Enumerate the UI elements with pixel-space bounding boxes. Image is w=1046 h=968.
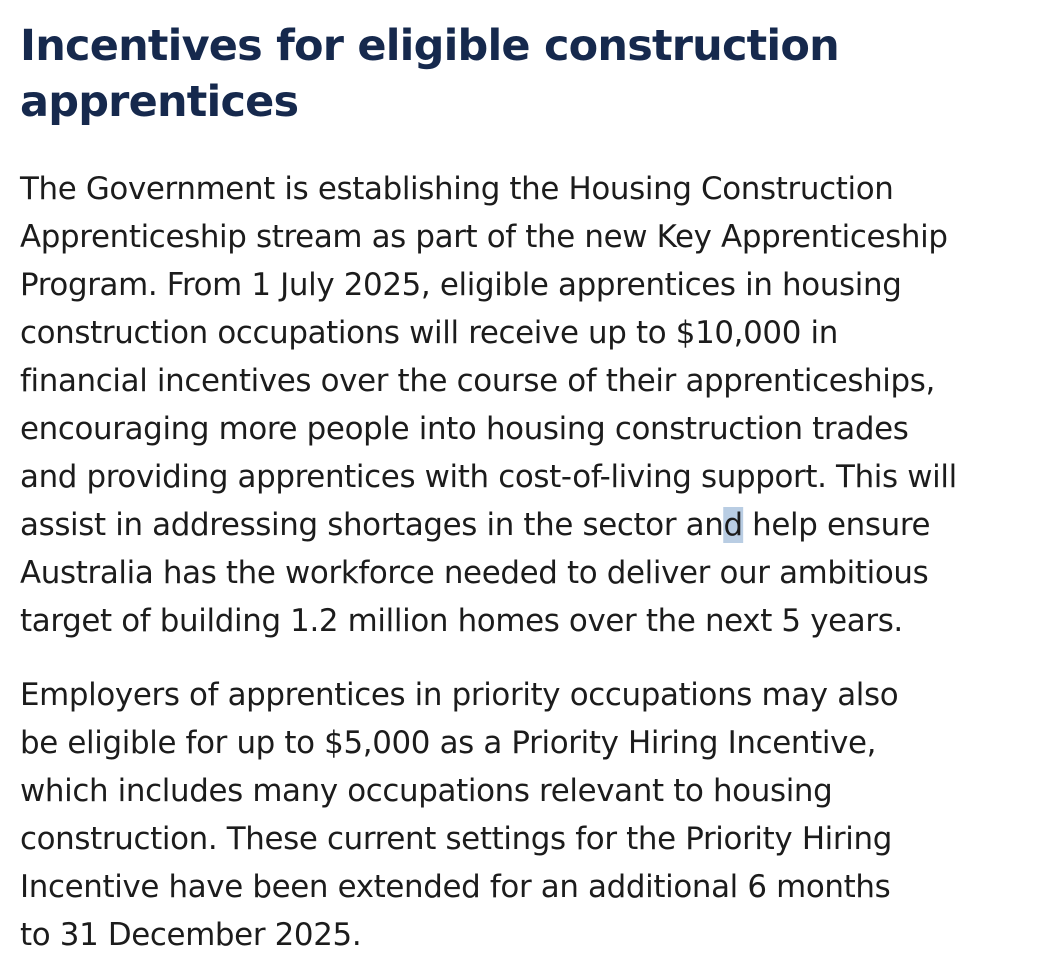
paragraph-line: target of building 1.2 million homes over the next 5 years.	[20, 603, 903, 639]
paragraph-line: Employers of apprentices in priority occupations may also	[20, 677, 899, 713]
paragraph-line: Australia has the workforce needed to deliver our ambitious	[20, 555, 929, 591]
paragraph-line: Program. From 1 July 2025, eligible apprentices in housing	[20, 267, 902, 303]
paragraph-line: construction occupations will receive up to $10,000 in	[20, 315, 838, 351]
paragraph-line: and providing apprentices with cost-of-living support. This will	[20, 459, 957, 495]
paragraph-line	[20, 501, 1036, 549]
paragraph-line: financial incentives over the course of their apprenticeships,	[20, 363, 936, 399]
paragraph-line: The Government is establishing the Housing Construction	[20, 171, 894, 207]
text-segment: help ensure	[742, 507, 931, 543]
text-segment: assist in addressing shortages in the sector an	[20, 507, 724, 543]
paragraph-line: encouraging more people into housing construction trades	[20, 411, 909, 447]
paragraph-line: Incentive have been extended for an additional 6 months	[20, 869, 891, 905]
text-selection-highlight[interactable]: d	[723, 507, 743, 543]
article	[20, 18, 1040, 959]
page-title: Incentives for eligible construction apprentices	[20, 21, 839, 127]
paragraph-line: Apprenticeship stream as part of the new Key Apprenticeship	[20, 219, 948, 255]
paragraph-line: which includes many occupations relevant to housing	[20, 773, 833, 809]
paragraph-priority-hiring-incentive	[20, 671, 1040, 959]
paragraph-line: to 31 December 2025.	[20, 917, 362, 953]
paragraph-line: construction. These current settings for the Priority Hiring	[20, 821, 892, 857]
paragraph-line: be eligible for up to $5,000 as a Priority Hiring Incentive,	[20, 725, 877, 761]
paragraph-apprentice-incentives	[20, 165, 1040, 645]
